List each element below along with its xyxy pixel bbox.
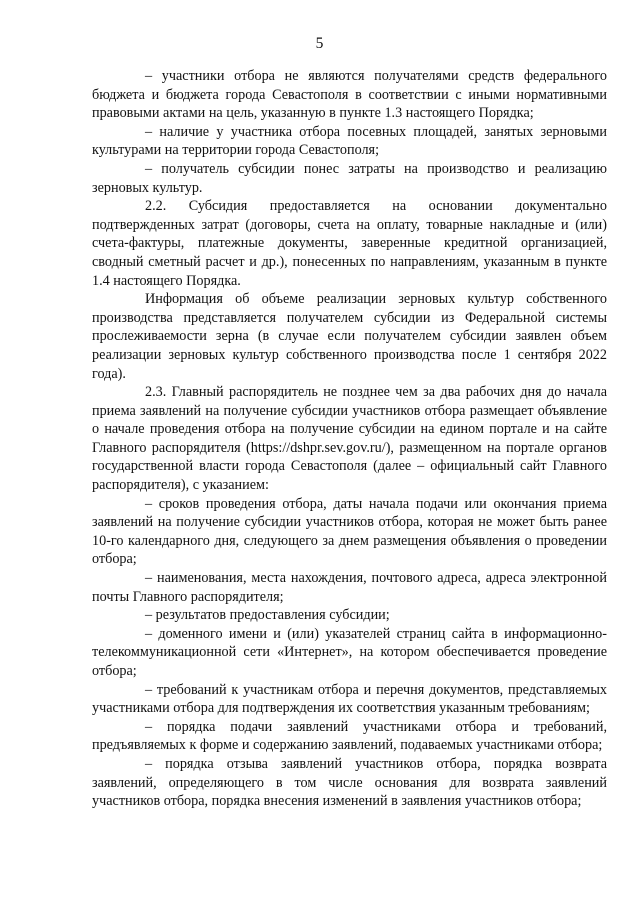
page-number: 5 <box>315 35 324 52</box>
list-item-selection-dates: – сроков проведения отбора, даты начала подачи или окончания приема заявлений на получение субсидии участников отбора, которая не может быть ранее 10-го календарного дня, следующего за днем размещения объявления о проведении отбора; <box>92 495 607 568</box>
list-item-participant-requirements: – требований к участникам отбора и перечня документов, представляемых участниками отбора для подтверждения их соответствия указанным требованиям; <box>92 681 607 717</box>
paragraph-condition-no-other-funds: – участники отбора не являются получателями средств федерального бюджета и бюджета города Севастополя в соответствии с иными нормативными правовыми актами на цель, указанную в пункте 1.3 настоящего Порядка; <box>92 68 607 122</box>
list-item-domain-name: – доменного имени и (или) указателей страниц сайта в информационно-телекоммуникационной сети «Интернет», на котором обеспечивается проведение отбора; <box>92 625 607 679</box>
list-item-application-submission: – порядка подачи заявлений участниками отбора и требований, предъявляемых к форме и содержанию заявлений, подаваемых участниками отбора; <box>92 718 607 754</box>
paragraph-condition-sown-areas: – наличие у участника отбора посевных площадей, занятых зерновыми культурами на территории города Севастополя; <box>92 123 607 159</box>
list-item-subsidy-results: – результатов предоставления субсидии; <box>145 607 390 624</box>
paragraph-condition-costs-incurred: – получатель субсидии понес затраты на производство и реализацию зерновых культур. <box>92 160 607 196</box>
paragraph-grain-traceability-info: Информация об объеме реализации зерновых культур собственного производства представляется получателем субсидии из Федеральной системы прослеживаемости зерна (в случае если получателем субсидии заявлен объем реализации зерновых культур собственного производства после 1 сентября 2022 года). <box>92 291 607 382</box>
paragraph-clause-2-3: 2.3. Главный распорядитель не позднее чем за два рабочих дня до начала приема заявлений на получение субсидии участников отбора размещает объявление о начале проведения отбора на получение субсидии на едином портале и на сайте Главного распорядителя (https://dshpr.sev.gov.ru/), размещенном на портале органов государственной власти города Севастополя (далее – официальный сайт Главного распорядителя), с указанием: <box>92 384 607 494</box>
list-item-contact-details: – наименования, места нахождения, почтового адреса, адреса электронной почты Главного распорядителя; <box>92 570 607 605</box>
document-body <box>92 67 607 811</box>
list-item-application-withdrawal: – порядка отзыва заявлений участников отбора, порядка возврата заявлений, определяющего в том числе основания для возврата заявлений участников отбора, порядка внесения изменений в заявления участников отбора; <box>92 755 607 810</box>
paragraph-clause-2-2: 2.2. Субсидия предоставляется на основании документально подтвержденных затрат (договоры, счета на оплату, товарные накладные и (или) счета-фактуры, платежные документы, заверенные кредитной организацией, сводный сметный расчет и др.), понесенных по направлениям, указанным в пункте 1.4 настоящего Порядка. <box>92 198 607 289</box>
